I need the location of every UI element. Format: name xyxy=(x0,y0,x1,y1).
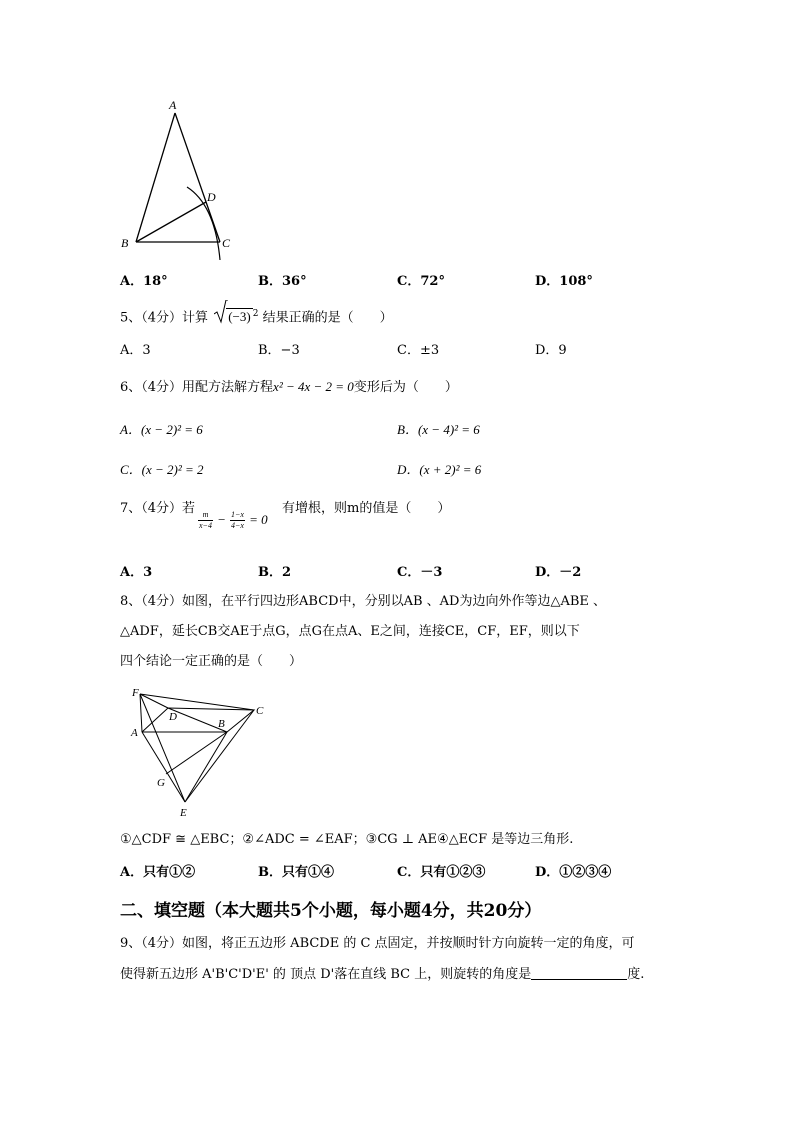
label-d: D xyxy=(207,190,216,204)
label-f: F xyxy=(132,687,139,699)
triangle-abc-figure xyxy=(115,95,245,265)
label-b2: B xyxy=(218,718,225,730)
q5-option-b: B．−3 xyxy=(258,343,300,358)
q5-radicand: (−3) xyxy=(228,309,251,325)
q8-line-3: 四个结论一定正确的是（ ） xyxy=(120,654,303,669)
label-a2: A xyxy=(131,727,138,739)
q7-minus: − xyxy=(217,512,226,527)
q7-prefix: 7、（4分）若 xyxy=(120,501,196,516)
q6-tail: 变形后为（ ） xyxy=(353,380,458,395)
q8-line-1: 8、（4分）如图，在平行四边形ABCD中，分别以AB 、AD为边向外作等边△ABE 、 xyxy=(120,594,607,609)
q7-tail: 有增根，则m的值是（ ） xyxy=(282,501,451,516)
q7-option-d: D．－2 xyxy=(535,565,582,580)
q9-line-2-prefix: 使得新五边形 A'B'C'D'E' 的 顶点 D'落在直线 BC 上，则旋转的角度是 xyxy=(120,967,532,982)
q5-exponent: 2 xyxy=(252,309,259,319)
q5-option-c: C．±3 xyxy=(397,343,440,358)
q4-option-b: B．36° xyxy=(258,274,307,289)
q4-option-a: A．18° xyxy=(120,274,168,289)
q7-option-b: B．2 xyxy=(258,565,292,580)
q6-prefix: 6、（4分）用配方法解方程 xyxy=(120,380,274,395)
q8-line-2: △ADF，延长CB交AE于点G，点G在点A、E之间，连接CE，CF，EF，则以下 xyxy=(120,624,580,639)
q7-fraction-1: $\frac{m}{x-4}$ xyxy=(199,510,212,530)
q9-line-2 xyxy=(120,965,644,985)
radical-sign-icon xyxy=(214,300,228,324)
question-5 xyxy=(120,304,393,328)
q6-option-b: B．(x − 4)² = 6 xyxy=(397,422,480,437)
q4-option-d: D．108° xyxy=(535,274,593,289)
q9-line-2-suffix: 度. xyxy=(627,967,645,982)
label-c: C xyxy=(222,236,231,250)
q7-equals: = 0 xyxy=(249,512,268,527)
label-d2: D xyxy=(169,711,177,723)
q8-option-c: C．只有①②③ xyxy=(397,865,486,880)
q8-option-b: B．只有①④ xyxy=(258,865,334,880)
q7-equation xyxy=(198,510,268,531)
q8-statements: ①△CDF ≅ △EBC；②∠ADC = ∠EAF；③CG ⊥ AE④△ECF 是等边三角形. xyxy=(120,832,574,847)
q8-option-d: D．①②③④ xyxy=(535,865,612,880)
q7-option-a: A．3 xyxy=(120,565,153,580)
q6-option-d: D．(x + 2)² = 6 xyxy=(397,462,482,477)
parallelogram-figure xyxy=(126,682,276,822)
q5-radical xyxy=(214,304,258,328)
label-c2: C xyxy=(256,705,264,717)
answer-blank[interactable] xyxy=(531,965,627,980)
q4-option-c: C．72° xyxy=(397,274,445,289)
q9-line-1: 9、（4分）如图，将正五边形 ABCDE 的 C 点固定，并按顺时针方向旋转一定的角度，可 xyxy=(120,936,635,951)
q5-prefix: 5、（4分）计算 xyxy=(120,310,209,326)
section-2-title: 二、填空题（本大题共5个小题，每小题4分，共20分） xyxy=(120,901,542,921)
question-6 xyxy=(120,377,458,398)
q6-equation: x² − 4x − 2 = 0 xyxy=(273,379,354,394)
q5-tail: 结果正确的是（ ） xyxy=(262,310,393,326)
label-g: G xyxy=(157,777,165,789)
side-ac xyxy=(175,113,220,242)
q5-option-a: A．3 xyxy=(120,343,151,358)
q6-option-a: A．(x − 2)² = 6 xyxy=(120,422,203,437)
label-b: B xyxy=(121,236,129,250)
label-a: A xyxy=(169,98,177,112)
q7-fraction-2: $\frac{1-x}{4-x}$ xyxy=(231,510,244,530)
q6-option-c: C．(x − 2)² = 2 xyxy=(120,462,204,477)
q8-option-a: A．只有①② xyxy=(120,865,196,880)
label-e: E xyxy=(180,807,187,819)
q7-option-c: C．－3 xyxy=(397,565,443,580)
q5-option-d: D．9 xyxy=(535,343,567,358)
